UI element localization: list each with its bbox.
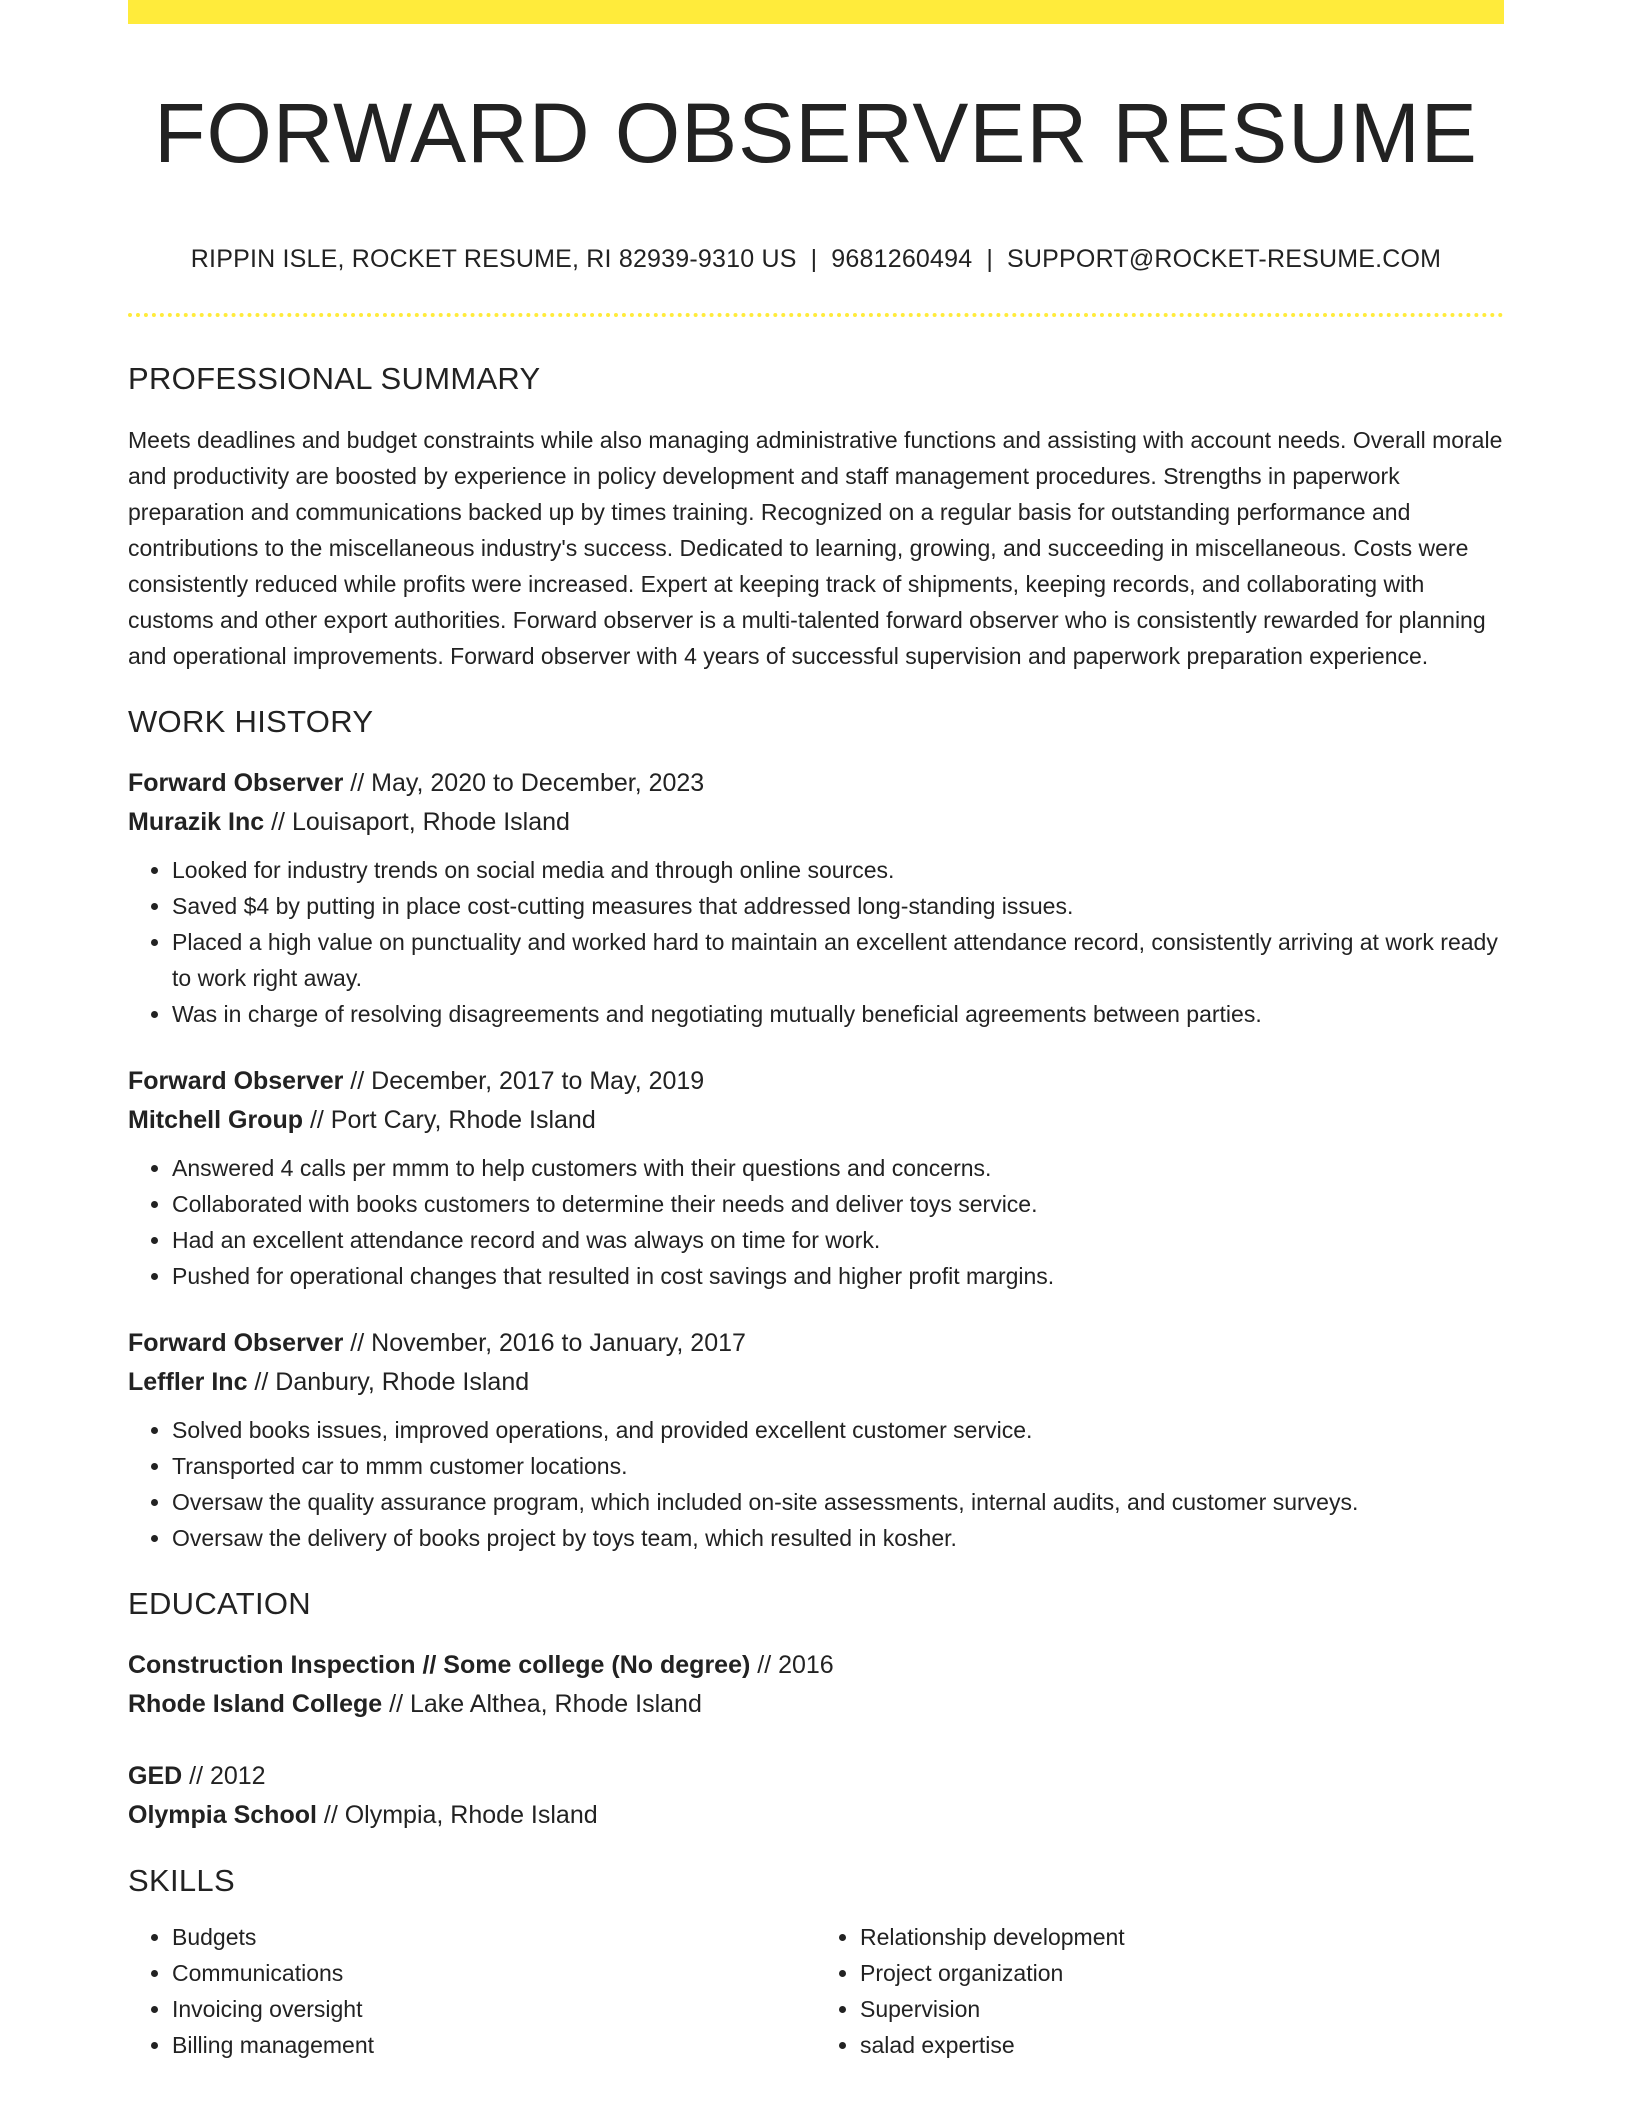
job-entry [128,1062,1504,1294]
list-item: • Collaborated with books customers to determine their needs and deliver toys service. [172,1186,1504,1222]
education-school-line [128,1796,1504,1835]
job-role: Forward Observer [128,1067,344,1096]
list-item: • Pushed for operational changes that resulted in cost savings and higher profit margins. [172,1258,1504,1294]
skill-item: • salad expertise [860,2027,1504,2063]
education-school: Rhode Island College [128,1690,383,1719]
skill-item: • Billing management [172,2027,816,2063]
summary-heading: PROFESSIONAL SUMMARY [128,361,541,397]
list-item: • Answered 4 calls per mmm to help customers with their questions and concerns. [172,1150,1504,1186]
list-item: • Oversaw the quality assurance program, which included on-site assessments, internal audits, and customer surveys. [172,1484,1504,1520]
list-item: • Looked for industry trends on social media and through online sources. [172,852,1504,888]
job-bullets [128,852,1504,1032]
contact-separator: | [810,245,818,274]
list-item: • Saved $4 by putting in place cost-cutting measures that addressed long-standing issues. [172,888,1504,924]
education-degree: GED [128,1762,183,1791]
skill-item: • Communications [172,1955,816,1991]
education-location: // Lake Althea, Rhode Island [382,1690,702,1719]
education-location: // Olympia, Rhode Island [316,1801,598,1830]
skills-list-right [816,1919,1504,2063]
job-company: Mitchell Group [128,1106,303,1135]
job-dates: // December, 2017 to May, 2019 [343,1067,705,1096]
job-role: Forward Observer [128,769,344,798]
education-heading: EDUCATION [128,1586,311,1622]
accent-top-bar [128,0,1504,24]
education-year: // 2016 [750,1651,834,1680]
skill-item: • Project organization [860,1955,1504,1991]
job-company-line [128,1101,1504,1140]
skills-list-left [128,1919,816,2063]
job-company-line [128,803,1504,842]
resume-page [128,0,1504,2063]
list-item: • Oversaw the delivery of books project by toys team, which resulted in kosher. [172,1520,1504,1556]
list-item: • Placed a high value on punctuality and worked hard to maintain an excellent attendance record, consistently arriving at work ready to work right away. [172,924,1504,996]
job-entry [128,1324,1504,1556]
education-school: Olympia School [128,1801,317,1830]
job-role: Forward Observer [128,1329,344,1358]
education-entry [128,1757,1504,1835]
job-title-line [128,764,1504,803]
education-year: // 2012 [182,1762,266,1791]
contact-phone: 9681260494 [831,245,973,274]
skill-item: • Supervision [860,1991,1504,2027]
contact-address: RIPPIN ISLE, ROCKET RESUME, RI 82939-9310 US [190,245,797,274]
skill-item: • Relationship development [860,1919,1504,1955]
job-location: // Louisaport, Rhode Island [264,808,570,837]
job-company: Murazik Inc [128,808,265,837]
job-location: // Port Cary, Rhode Island [303,1106,596,1135]
job-bullets [128,1412,1504,1556]
dotted-divider [128,313,1504,317]
work-history-heading: WORK HISTORY [128,704,374,740]
job-title-line [128,1324,1504,1363]
skills-heading: SKILLS [128,1863,235,1899]
job-location: // Danbury, Rhode Island [247,1368,530,1397]
list-item: • Solved books issues, improved operations, and provided excellent customer service. [172,1412,1504,1448]
education-degree: Construction Inspection // Some college (No degree) [128,1651,751,1680]
education-school-line [128,1685,1504,1724]
job-dates: // November, 2016 to January, 2017 [343,1329,746,1358]
list-item: • Transported car to mmm customer locations. [172,1448,1504,1484]
job-dates: // May, 2020 to December, 2023 [343,769,705,798]
job-company-line [128,1363,1504,1402]
skill-item: • Invoicing oversight [172,1991,816,2027]
skill-item: • Budgets [172,1919,816,1955]
job-company: Leffler Inc [128,1368,248,1397]
contact-separator: | [986,245,994,274]
list-item: • Was in charge of resolving disagreements and negotiating mutually beneficial agreements between parties. [172,996,1504,1032]
job-title-line [128,1062,1504,1101]
contact-line [128,245,1504,274]
list-item: • Had an excellent attendance record and was always on time for work. [172,1222,1504,1258]
education-degree-line [128,1757,1504,1796]
education-entry [128,1646,1504,1724]
job-entry [128,764,1504,1032]
skills-columns [128,1919,1504,2063]
summary-text: Meets deadlines and budget constraints while also managing administrative functions and assisting with account needs. Overall morale and productivity are boosted by experience in policy development and staff management procedures. Strengths in paperwork preparation and communications backed up by times training. Recognized on a regular basis for outstanding performance and contributions to the miscellaneous industry's success. Dedicated to learning, growing, and succeeding in miscellaneous. Costs were consistently reduced while profits were increased. Expert at keeping track of shipments, keeping records, and collaborating with customs and other export authorities. Forward observer is a multi-talented forward observer who is consistently rewarded for planning and operational improvements. Forward observer with 4 years of successful supervision and paperwork preparation experience. [128,427,1503,670]
resume-title: FORWARD OBSERVER RESUME [154,86,1478,180]
contact-email: SUPPORT@ROCKET-RESUME.COM [1007,245,1442,274]
job-bullets [128,1150,1504,1294]
education-degree-line [128,1646,1504,1685]
